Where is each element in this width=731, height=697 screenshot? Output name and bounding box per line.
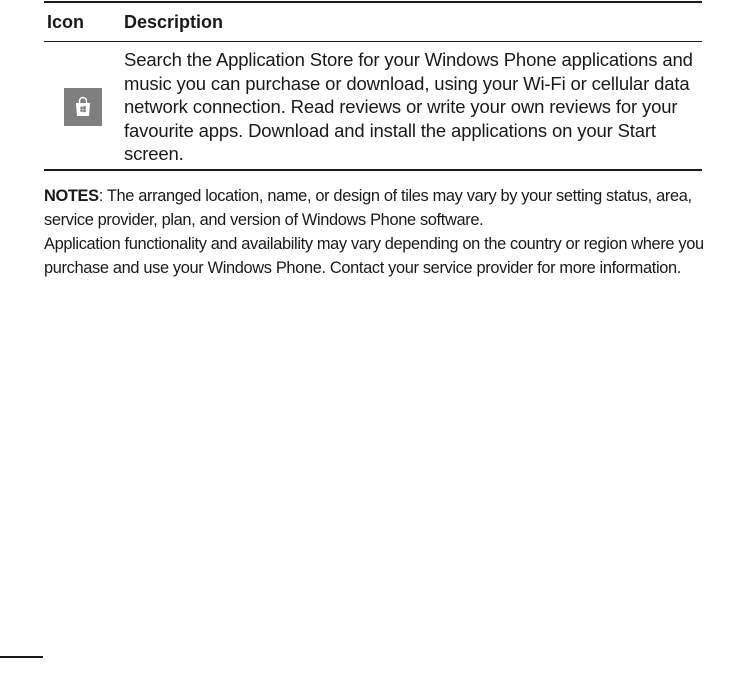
table-row xyxy=(44,42,702,169)
icon-description-table xyxy=(44,1,702,171)
table-header xyxy=(44,3,702,42)
header-description: Description xyxy=(124,11,224,32)
footer-rule xyxy=(0,656,43,658)
icon-cell xyxy=(44,88,124,126)
header-icon: Icon xyxy=(47,11,85,32)
notes-text-1: : The arranged location, name, or design of tiles may vary by your setting status, area, service provider, plan, and version of Windows Phone software. xyxy=(44,187,692,229)
description-cell: Search the Application Store for your Windows Phone applications and music you can purchase or download, using your Wi-Fi or cellular data network connection. Read reviews or write your own reviews for your favourite apps. Download and install the applications on your Start screen. xyxy=(124,49,693,164)
notes-section xyxy=(44,184,704,280)
notes-label: NOTES xyxy=(44,187,99,205)
notes-paragraph-2: Application functionality and availability may vary depending on the country or region where you purchase and use your Windows Phone. Contact your service provider for more information. xyxy=(44,235,704,277)
notes-paragraph-1 xyxy=(44,184,704,232)
store-tile xyxy=(64,88,102,126)
store-bag-icon xyxy=(73,96,93,118)
